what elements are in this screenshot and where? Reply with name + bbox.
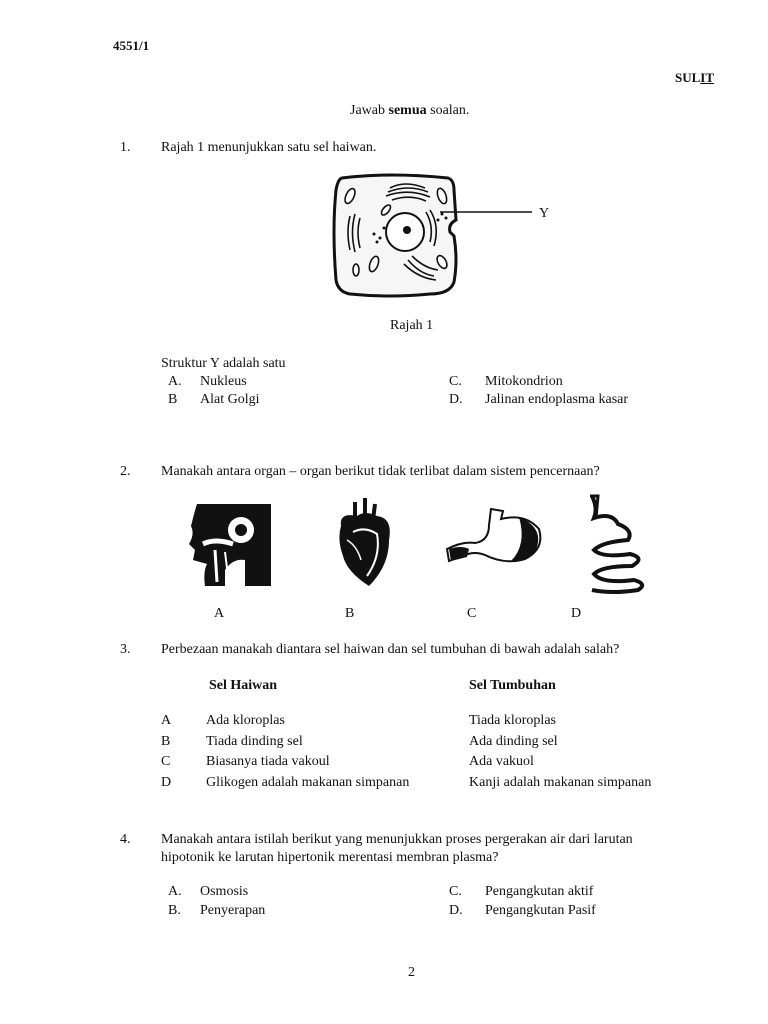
- option-text: Alat Golgi: [200, 392, 260, 407]
- row-plant: Kanji adalah makanan simpanan: [469, 775, 652, 790]
- image-label-d: D: [571, 606, 582, 621]
- intestine-icon: [582, 494, 654, 598]
- image-label-a: A: [214, 606, 225, 621]
- row-letter: C: [161, 754, 171, 769]
- heart-icon: [335, 496, 395, 592]
- row-animal: Glikogen adalah makanan simpanan: [206, 775, 410, 790]
- option-text: Mitokondrion: [485, 374, 563, 389]
- question-1-stem: Rajah 1 menunjukkan satu sel haiwan.: [161, 140, 377, 155]
- question-4-stem-line2: hipotonik ke larutan hipertonik merentasi membran plasma?: [161, 850, 499, 865]
- instruction: [350, 103, 469, 119]
- row-animal: Ada kloroplas: [206, 713, 285, 728]
- instruction-text-after: soalan.: [426, 103, 470, 118]
- row-letter: A: [161, 713, 172, 728]
- question-1-number: 1.: [120, 140, 131, 155]
- option-letter: C.: [449, 884, 462, 899]
- question-4-stem-line1: Manakah antara istilah berikut yang menunjukkan proses pergerakan air dari larutan: [161, 832, 633, 847]
- option-letter: C.: [449, 374, 462, 389]
- head-mouth-icon: [185, 500, 275, 590]
- option-letter: A.: [168, 374, 182, 389]
- option-letter: B: [168, 392, 178, 407]
- option-text: Jalinan endoplasma kasar: [485, 392, 629, 407]
- classification-prefix: SUL: [675, 70, 701, 85]
- row-animal: Biasanya tiada vakoul: [206, 754, 330, 769]
- option-text: Nukleus: [200, 374, 247, 389]
- page-number: 2: [408, 965, 415, 980]
- option-text: Penyerapan: [200, 903, 266, 918]
- figure-label-y: Y: [539, 206, 550, 221]
- option-text: Pengangkutan Pasif: [485, 903, 596, 918]
- option-letter: B.: [168, 903, 181, 918]
- col-header-plant: Sel Tumbuhan: [469, 678, 556, 693]
- question-3-stem: Perbezaan manakah diantara sel haiwan dan sel tumbuhan di bawah adalah salah?: [161, 642, 620, 657]
- col-header-animal: Sel Haiwan: [209, 678, 278, 693]
- row-letter: B: [161, 734, 171, 749]
- question-1-prompt: Struktur Y adalah satu: [161, 356, 286, 371]
- row-plant: Ada dinding sel: [469, 734, 558, 749]
- option-text: Pengangkutan aktif: [485, 884, 594, 899]
- figure-caption: Rajah 1: [390, 318, 434, 333]
- row-plant: Ada vakuol: [469, 754, 534, 769]
- animal-cell-diagram: [330, 170, 540, 300]
- image-label-b: B: [345, 606, 355, 621]
- option-letter: D.: [449, 392, 463, 407]
- row-animal: Tiada dinding sel: [206, 734, 303, 749]
- stomach-icon: [445, 505, 545, 565]
- option-letter: A.: [168, 884, 182, 899]
- instruction-text-before: Jawab: [350, 103, 389, 118]
- option-letter: D.: [449, 903, 463, 918]
- question-2-stem: Manakah antara organ – organ berikut tidak terlibat dalam sistem pencernaan?: [161, 464, 600, 479]
- question-3-number: 3.: [120, 642, 131, 657]
- question-4-number: 4.: [120, 832, 131, 847]
- image-label-c: C: [467, 606, 477, 621]
- row-letter: D: [161, 775, 172, 790]
- classification-underlined: IT: [700, 70, 715, 85]
- instruction-bold: semua: [388, 103, 427, 118]
- classification-mark: [675, 70, 714, 86]
- option-text: Osmosis: [200, 884, 249, 899]
- question-2-number: 2.: [120, 464, 131, 479]
- paper-code: 4551/1: [113, 38, 150, 53]
- row-plant: Tiada kloroplas: [469, 713, 556, 728]
